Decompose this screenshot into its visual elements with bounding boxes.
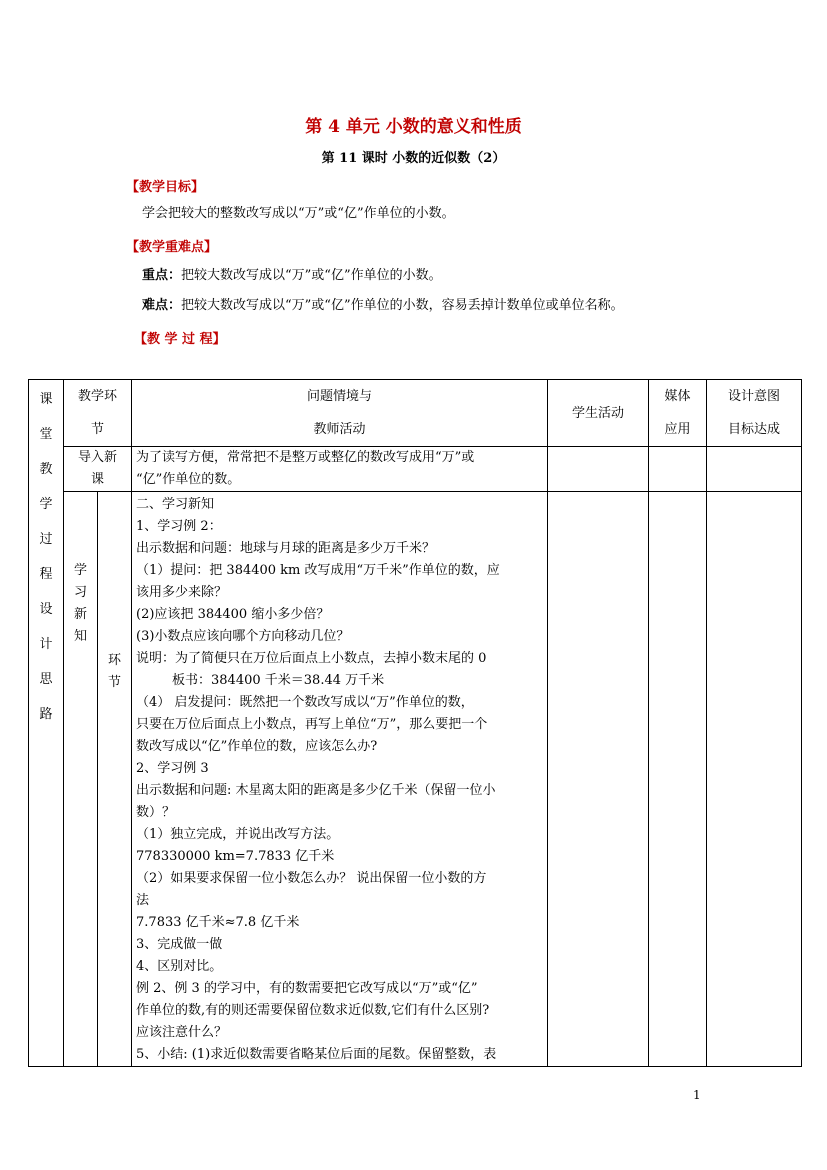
difficulty-text: 把较大数改写成以“万”或“亿”作单位的小数，容易丢掉计数单位或单位名称。 (181, 298, 624, 313)
content-line: 例 2、例 3 的学习中，有的数需要把它改写成以“万”或“亿” (136, 981, 478, 996)
intro-stage-line: 课 (91, 472, 105, 487)
focus-text: 把较大数改写成以“万”或“亿”作单位的小数。 (181, 268, 442, 283)
content-line: 778330000 km=7.7833 亿千米 (136, 849, 335, 864)
intro-content-line: “亿”作单位的数。 (136, 472, 241, 487)
learn-stage-char: 新 (73, 607, 87, 622)
learn-stage-char: 习 (73, 585, 87, 600)
learn-sub-stage (98, 492, 132, 1067)
content-line: 7.7833 亿千米≈7.8 亿千米 (136, 915, 300, 930)
header-problem-line: 教师活动 (313, 422, 366, 437)
lesson-subtitle: 第 11 课时 小数的近似数（2） (321, 151, 506, 166)
content-line: 只要在万位后面点上小数点，再写上单位“万”，那么要把一个 (136, 717, 488, 732)
side-char: 过 (39, 532, 53, 547)
header-design-line: 设计意图 (728, 389, 781, 404)
side-char: 堂 (39, 427, 53, 442)
side-char: 教 (39, 462, 53, 477)
side-char: 学 (39, 497, 53, 512)
content-line: 1、学习例 2： (136, 519, 222, 534)
header-media-line: 媒体 (664, 389, 691, 404)
side-char: 思 (39, 672, 53, 687)
content-line: （1）独立完成，并说出改写方法。 (136, 827, 340, 842)
content-line: 该用多少来除？ (136, 585, 228, 600)
learn-stage-char: 学 (73, 563, 87, 578)
intro-content (132, 447, 548, 492)
process-heading: 【教 学 过 程】 (134, 332, 226, 347)
objectives-heading: 【教学目标】 (126, 180, 205, 195)
side-char: 设 (39, 602, 53, 617)
learn-media-cell (649, 492, 707, 1067)
header-problem-line: 问题情境与 (307, 389, 373, 404)
side-char: 课 (39, 392, 53, 407)
content-line: 数）？ (136, 805, 176, 820)
objectives-text: 学会把较大的整数改写成以“万”或“亿”作单位的小数。 (142, 206, 455, 221)
side-char: 程 (39, 567, 53, 582)
intro-design-cell (707, 447, 802, 492)
lesson-process-table (28, 379, 802, 1067)
intro-media-cell (649, 447, 707, 492)
content-line: （4） 启发提问：既然把一个数改写成以“万”作单位的数， (136, 695, 474, 710)
learn-sub-stage-char: 环 (108, 653, 122, 668)
content-line: 说明：为了简便只在万位后面点上小数点，去掉小数末尾的 0 (136, 651, 487, 666)
intro-stage (64, 447, 132, 492)
header-media-line: 应用 (664, 422, 691, 437)
key-points-heading: 【教学重难点】 (126, 240, 218, 255)
learn-design-cell (707, 492, 802, 1067)
intro-stage-line: 导入新 (78, 450, 118, 465)
content-line: 2、学习例 3 (136, 761, 209, 776)
content-line: 二、学习新知 (136, 497, 215, 512)
content-line: （2）如果要求保留一位小数怎么办？ 说出保留一位小数的方 (136, 871, 487, 886)
content-line: 出示数据和问题：地球与月球的距离是多少万千米？ (136, 541, 436, 556)
header-media (649, 380, 707, 447)
content-line: 3、完成做一做 (136, 937, 223, 952)
difficulty-line (142, 297, 624, 315)
header-problem (132, 380, 548, 447)
focus-label: 重点： (142, 268, 182, 283)
content-line: 法 (136, 893, 150, 908)
content-line: (2)应该把 384400 缩小多少倍？ (136, 607, 330, 622)
header-stage-line: 教学环 (78, 389, 118, 404)
content-line: 5、小结: (1)求近似数需要省略某位后面的尾数。保留整数，表 (136, 1047, 497, 1062)
content-line: （1）提问：把 384400 km 改写成用“万千米”作单位的数，应 (136, 563, 500, 578)
learn-content (132, 492, 548, 1067)
content-line: 应该注意什么？ (136, 1025, 228, 1040)
focus-line (142, 267, 442, 285)
content-line: 4、区别对比。 (136, 959, 223, 974)
learn-student-cell (548, 492, 649, 1067)
header-design (707, 380, 802, 447)
content-line: 作单位的数,有的则还需要保留位数求近似数,它们有什么区别? (136, 1003, 490, 1018)
intro-content-line: 为了读写方便，常常把不是整万或整亿的数改写成用“万”或 (136, 450, 475, 465)
learn-sub-stage-char: 节 (108, 675, 122, 690)
header-stage-line: 节 (91, 422, 105, 437)
header-stage (64, 380, 132, 447)
difficulty-label: 难点： (142, 298, 182, 313)
content-line: (3)小数点应该向哪个方向移动几位？ (136, 629, 350, 644)
page-number: 1 (693, 1088, 701, 1102)
header-student: 学生活动 (548, 380, 649, 447)
content-line: 板书：384400 千米＝38.44 万千米 (172, 673, 385, 688)
content-line: 数改写成以“亿”作单位的数，应该怎么办? (136, 739, 378, 754)
learn-stage-char: 知 (73, 629, 87, 644)
document-title: 第 4 单元 小数的意义和性质 (305, 117, 522, 137)
side-label-column (29, 380, 64, 1067)
side-char: 计 (39, 637, 53, 652)
content-line: 出示数据和问题: 木星离太阳的距离是多少亿千米（保留一位小 (136, 783, 496, 798)
learn-stage (64, 492, 98, 1067)
side-char: 路 (39, 707, 53, 722)
intro-student-cell (548, 447, 649, 492)
header-design-line: 目标达成 (728, 422, 781, 437)
